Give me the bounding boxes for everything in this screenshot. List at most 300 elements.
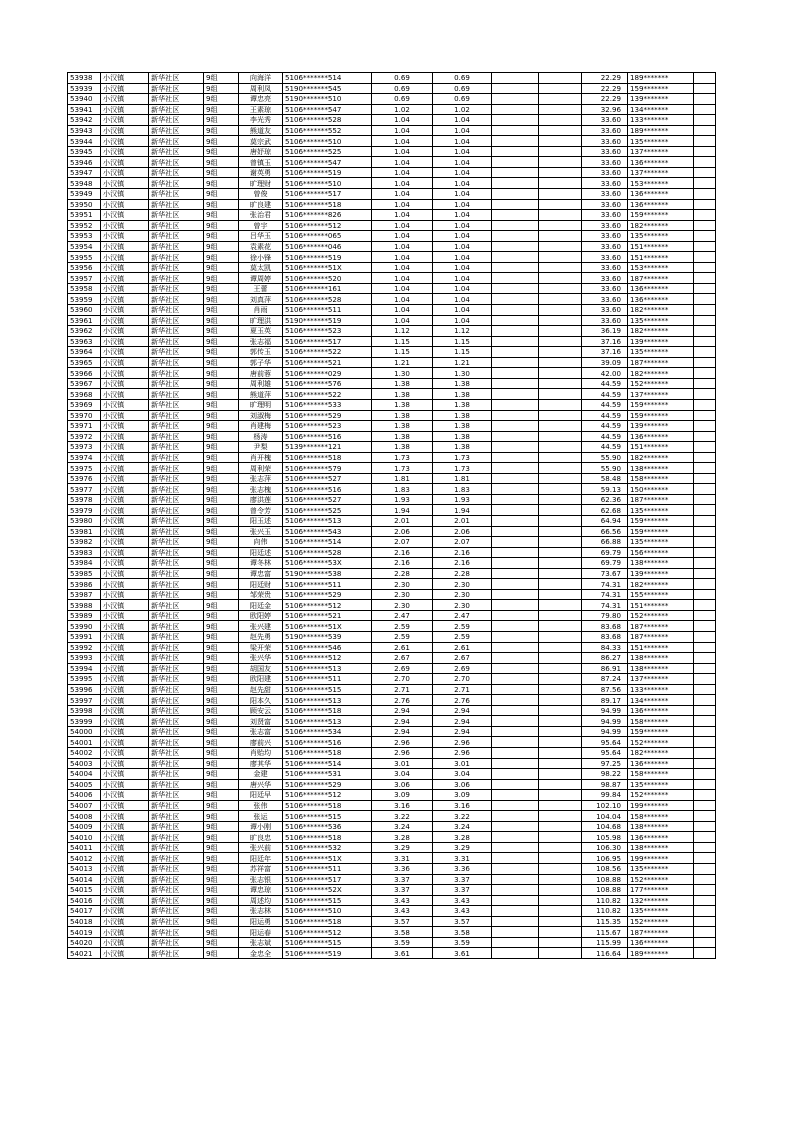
row-number: 53962 <box>68 326 101 337</box>
blank-cell <box>539 473 582 484</box>
name-cell: 向伟 <box>239 537 283 548</box>
row-number: 53942 <box>68 115 101 126</box>
blank-cell <box>539 410 582 421</box>
group-cell: 9组 <box>204 695 239 706</box>
id-number-cell: 5106*******029 <box>283 368 372 379</box>
subsidy-area-cell: 1.04 <box>433 305 492 316</box>
blank-cell <box>492 821 539 832</box>
blank-cell <box>492 262 539 273</box>
id-number-cell: 5106*******525 <box>283 146 372 157</box>
subsidy-area-cell: 2.30 <box>433 579 492 590</box>
blank-cell <box>492 178 539 189</box>
phone-cell: 152******* <box>628 610 694 621</box>
blank-cell <box>539 642 582 653</box>
group-cell: 9组 <box>204 885 239 896</box>
phone-cell: 136******* <box>628 832 694 843</box>
subsidy-area-cell: 1.04 <box>433 199 492 210</box>
group-cell: 9组 <box>204 252 239 263</box>
area-cell: 2.94 <box>372 705 433 716</box>
subsidy-area-cell: 2.47 <box>433 610 492 621</box>
blank-cell <box>492 368 539 379</box>
town-cell: 小汉镇 <box>101 579 149 590</box>
blank-cell <box>539 600 582 611</box>
id-number-cell: 5106*******529 <box>283 410 372 421</box>
blank-cell <box>694 885 716 896</box>
blank-cell <box>694 220 716 231</box>
phone-cell: 138******* <box>628 821 694 832</box>
blank-cell <box>492 378 539 389</box>
table-row <box>68 579 716 590</box>
phone-cell: 135******* <box>628 505 694 516</box>
subsidy-area-cell: 1.38 <box>433 442 492 453</box>
group-cell: 9组 <box>204 463 239 474</box>
subsidy-area-cell: 3.36 <box>433 864 492 875</box>
subsidy-area-cell: 2.94 <box>433 705 492 716</box>
group-cell: 9组 <box>204 579 239 590</box>
group-cell: 9组 <box>204 737 239 748</box>
town-cell: 小汉镇 <box>101 937 149 948</box>
blank-cell <box>492 758 539 769</box>
community-cell: 新华社区 <box>149 210 204 221</box>
subsidy-area-cell: 1.04 <box>433 252 492 263</box>
blank-cell <box>492 220 539 231</box>
phone-cell: 139******* <box>628 336 694 347</box>
blank-cell <box>492 526 539 537</box>
row-number: 53986 <box>68 579 101 590</box>
blank-cell <box>539 864 582 875</box>
town-cell: 小汉镇 <box>101 674 149 685</box>
town-cell: 小汉镇 <box>101 663 149 674</box>
area-cell: 3.58 <box>372 927 433 938</box>
subsidy-area-cell: 2.07 <box>433 537 492 548</box>
name-cell: 阳运勇 <box>239 916 283 927</box>
community-cell: 新华社区 <box>149 663 204 674</box>
area-cell: 2.07 <box>372 537 433 548</box>
table-row <box>68 790 716 801</box>
blank-cell <box>492 716 539 727</box>
blank-cell <box>539 94 582 105</box>
blank-cell <box>539 294 582 305</box>
group-cell: 9组 <box>204 146 239 157</box>
group-cell: 9组 <box>204 600 239 611</box>
group-cell: 9组 <box>204 273 239 284</box>
phone-cell: 156******* <box>628 547 694 558</box>
subsidy-area-cell: 3.09 <box>433 790 492 801</box>
name-cell: 张志林 <box>239 906 283 917</box>
id-number-cell: 5106*******518 <box>283 748 372 759</box>
subsidy-area-cell: 3.29 <box>433 842 492 853</box>
phone-cell: 136******* <box>628 431 694 442</box>
amount-cell: 97.25 <box>582 758 628 769</box>
community-cell: 新华社区 <box>149 241 204 252</box>
amount-cell: 115.35 <box>582 916 628 927</box>
blank-cell <box>539 631 582 642</box>
amount-cell: 89.17 <box>582 695 628 706</box>
blank-cell <box>694 210 716 221</box>
phone-cell: 187******* <box>628 494 694 505</box>
name-cell: 刘淑梅 <box>239 410 283 421</box>
area-cell: 1.04 <box>372 199 433 210</box>
blank-cell <box>694 442 716 453</box>
area-cell: 1.04 <box>372 305 433 316</box>
id-number-cell: 5106*******531 <box>283 769 372 780</box>
name-cell: 廖前兴 <box>239 737 283 748</box>
table-row <box>68 199 716 210</box>
group-cell: 9组 <box>204 431 239 442</box>
phone-cell: 177******* <box>628 885 694 896</box>
blank-cell <box>539 241 582 252</box>
name-cell: 肖建梅 <box>239 421 283 432</box>
name-cell: 周利荣 <box>239 463 283 474</box>
subsidy-area-cell: 1.04 <box>433 294 492 305</box>
row-number: 53974 <box>68 452 101 463</box>
community-cell: 新华社区 <box>149 494 204 505</box>
amount-cell: 62.68 <box>582 505 628 516</box>
name-cell: 张兴华 <box>239 653 283 664</box>
subsidy-area-cell: 1.73 <box>433 452 492 463</box>
id-number-cell: 5190*******538 <box>283 568 372 579</box>
blank-cell <box>539 842 582 853</box>
community-cell: 新华社区 <box>149 220 204 231</box>
area-cell: 2.59 <box>372 621 433 632</box>
id-number-cell: 5106*******546 <box>283 642 372 653</box>
id-number-cell: 5106*******53X <box>283 558 372 569</box>
subsidy-area-cell: 1.38 <box>433 431 492 442</box>
community-cell: 新华社区 <box>149 916 204 927</box>
name-cell: 赵先甜 <box>239 684 283 695</box>
phone-cell: 132******* <box>628 895 694 906</box>
table-row <box>68 705 716 716</box>
blank-cell <box>694 73 716 84</box>
phone-cell: 134******* <box>628 695 694 706</box>
group-cell: 9组 <box>204 442 239 453</box>
town-cell: 小汉镇 <box>101 874 149 885</box>
name-cell: 袁素花 <box>239 241 283 252</box>
id-number-cell: 5106*******523 <box>283 421 372 432</box>
town-cell: 小汉镇 <box>101 73 149 84</box>
table-row <box>68 547 716 558</box>
subsidy-area-cell: 1.83 <box>433 484 492 495</box>
amount-cell: 83.68 <box>582 621 628 632</box>
table-row <box>68 305 716 316</box>
town-cell: 小汉镇 <box>101 273 149 284</box>
table-row <box>68 927 716 938</box>
town-cell: 小汉镇 <box>101 558 149 569</box>
name-cell: 徐小锋 <box>239 252 283 263</box>
community-cell: 新华社区 <box>149 421 204 432</box>
subsidy-area-cell: 1.04 <box>433 241 492 252</box>
blank-cell <box>492 505 539 516</box>
blank-cell <box>694 115 716 126</box>
name-cell: 唐妤琼 <box>239 146 283 157</box>
subsidy-area-cell: 1.15 <box>433 336 492 347</box>
id-number-cell: 5190*******510 <box>283 94 372 105</box>
blank-cell <box>539 283 582 294</box>
name-cell: 唐兴华 <box>239 779 283 790</box>
blank-cell <box>539 821 582 832</box>
amount-cell: 33.60 <box>582 210 628 221</box>
area-cell: 1.30 <box>372 368 433 379</box>
community-cell: 新华社区 <box>149 800 204 811</box>
blank-cell <box>539 178 582 189</box>
area-cell: 2.47 <box>372 610 433 621</box>
area-cell: 1.21 <box>372 357 433 368</box>
phone-cell: 136******* <box>628 937 694 948</box>
row-number: 53998 <box>68 705 101 716</box>
community-cell: 新华社区 <box>149 94 204 105</box>
blank-cell <box>492 136 539 147</box>
row-number: 53959 <box>68 294 101 305</box>
area-cell: 0.69 <box>372 83 433 94</box>
row-number: 53975 <box>68 463 101 474</box>
group-cell: 9组 <box>204 73 239 84</box>
blank-cell <box>539 515 582 526</box>
blank-cell <box>694 252 716 263</box>
group-cell: 9组 <box>204 494 239 505</box>
group-cell: 9组 <box>204 790 239 801</box>
area-cell: 2.30 <box>372 589 433 600</box>
blank-cell <box>492 199 539 210</box>
name-cell: 肖开槐 <box>239 452 283 463</box>
name-cell: 廖其华 <box>239 758 283 769</box>
table-row <box>68 83 716 94</box>
id-number-cell: 5106*******536 <box>283 821 372 832</box>
amount-cell: 33.60 <box>582 315 628 326</box>
town-cell: 小汉镇 <box>101 241 149 252</box>
phone-cell: 138******* <box>628 463 694 474</box>
blank-cell <box>694 674 716 685</box>
id-number-cell: 5106*******51X <box>283 853 372 864</box>
town-cell: 小汉镇 <box>101 463 149 474</box>
name-cell: 欧阳建 <box>239 674 283 685</box>
table-row <box>68 716 716 727</box>
blank-cell <box>539 357 582 368</box>
subsidy-area-cell: 1.04 <box>433 231 492 242</box>
blank-cell <box>694 558 716 569</box>
area-cell: 1.38 <box>372 442 433 453</box>
blank-cell <box>694 336 716 347</box>
blank-cell <box>492 885 539 896</box>
amount-cell: 44.59 <box>582 442 628 453</box>
blank-cell <box>492 790 539 801</box>
blank-cell <box>694 273 716 284</box>
blank-cell <box>492 241 539 252</box>
amount-cell: 55.90 <box>582 463 628 474</box>
row-number: 53979 <box>68 505 101 516</box>
id-number-cell: 5106*******065 <box>283 231 372 242</box>
table-row <box>68 347 716 358</box>
id-number-cell: 5106*******527 <box>283 494 372 505</box>
blank-cell <box>492 252 539 263</box>
community-cell: 新华社区 <box>149 547 204 558</box>
table-row <box>68 885 716 896</box>
phone-cell: 139******* <box>628 421 694 432</box>
name-cell: 王蕾 <box>239 283 283 294</box>
town-cell: 小汉镇 <box>101 431 149 442</box>
community-cell: 新华社区 <box>149 336 204 347</box>
subsidy-area-cell: 3.58 <box>433 927 492 938</box>
blank-cell <box>694 874 716 885</box>
subsidy-area-cell: 1.04 <box>433 157 492 168</box>
amount-cell: 44.59 <box>582 431 628 442</box>
name-cell: 张志富 <box>239 726 283 737</box>
community-cell: 新华社区 <box>149 885 204 896</box>
table-row <box>68 167 716 178</box>
area-cell: 1.15 <box>372 347 433 358</box>
group-cell: 9组 <box>204 421 239 432</box>
amount-cell: 115.99 <box>582 937 628 948</box>
amount-cell: 33.60 <box>582 199 628 210</box>
blank-cell <box>694 125 716 136</box>
row-number: 53941 <box>68 104 101 115</box>
blank-cell <box>492 421 539 432</box>
table-row <box>68 726 716 737</box>
name-cell: 阳玉述 <box>239 515 283 526</box>
area-cell: 2.61 <box>372 642 433 653</box>
area-cell: 1.04 <box>372 262 433 273</box>
row-number: 53992 <box>68 642 101 653</box>
town-cell: 小汉镇 <box>101 779 149 790</box>
blank-cell <box>492 769 539 780</box>
subsidy-area-cell: 1.04 <box>433 178 492 189</box>
blank-cell <box>539 494 582 505</box>
blank-cell <box>694 410 716 421</box>
blank-cell <box>694 705 716 716</box>
blank-cell <box>539 948 582 959</box>
town-cell: 小汉镇 <box>101 853 149 864</box>
group-cell: 9组 <box>204 283 239 294</box>
blank-cell <box>694 315 716 326</box>
table-row <box>68 94 716 105</box>
area-cell: 2.67 <box>372 653 433 664</box>
blank-cell <box>694 853 716 864</box>
subsidy-area-cell: 2.76 <box>433 695 492 706</box>
amount-cell: 33.60 <box>582 167 628 178</box>
amount-cell: 22.29 <box>582 73 628 84</box>
blank-cell <box>694 579 716 590</box>
id-number-cell: 5106*******517 <box>283 874 372 885</box>
blank-cell <box>492 610 539 621</box>
phone-cell: 138******* <box>628 663 694 674</box>
blank-cell <box>539 442 582 453</box>
subsidy-area-cell: 3.57 <box>433 916 492 927</box>
blank-cell <box>492 157 539 168</box>
community-cell: 新华社区 <box>149 716 204 727</box>
subsidy-area-cell: 3.37 <box>433 885 492 896</box>
phone-cell: 158******* <box>628 769 694 780</box>
name-cell: 旷良建 <box>239 199 283 210</box>
town-cell: 小汉镇 <box>101 421 149 432</box>
community-cell: 新华社区 <box>149 463 204 474</box>
subsidy-area-cell: 1.38 <box>433 378 492 389</box>
row-number: 54011 <box>68 842 101 853</box>
subsidy-area-cell: 1.04 <box>433 220 492 231</box>
blank-cell <box>694 167 716 178</box>
town-cell: 小汉镇 <box>101 895 149 906</box>
amount-cell: 105.98 <box>582 832 628 843</box>
table-row <box>68 811 716 822</box>
phone-cell: 199******* <box>628 853 694 864</box>
id-number-cell: 5106*******525 <box>283 505 372 516</box>
town-cell: 小汉镇 <box>101 378 149 389</box>
blank-cell <box>492 937 539 948</box>
subsidy-area-cell: 2.70 <box>433 674 492 685</box>
group-cell: 9组 <box>204 452 239 463</box>
town-cell: 小汉镇 <box>101 252 149 263</box>
area-cell: 1.38 <box>372 410 433 421</box>
blank-cell <box>694 231 716 242</box>
phone-cell: 159******* <box>628 515 694 526</box>
id-number-cell: 5190*******519 <box>283 315 372 326</box>
blank-cell <box>492 631 539 642</box>
amount-cell: 87.56 <box>582 684 628 695</box>
name-cell: 苏祥富 <box>239 864 283 875</box>
amount-cell: 37.16 <box>582 336 628 347</box>
blank-cell <box>539 167 582 178</box>
blank-cell <box>492 326 539 337</box>
blank-cell <box>539 378 582 389</box>
phone-cell: 158******* <box>628 473 694 484</box>
area-cell: 3.31 <box>372 853 433 864</box>
row-number: 53982 <box>68 537 101 548</box>
town-cell: 小汉镇 <box>101 948 149 959</box>
community-cell: 新华社区 <box>149 283 204 294</box>
row-number: 53939 <box>68 83 101 94</box>
id-number-cell: 5106*******528 <box>283 115 372 126</box>
name-cell: 莫太凯 <box>239 262 283 273</box>
row-number: 54006 <box>68 790 101 801</box>
area-cell: 3.43 <box>372 895 433 906</box>
row-number: 54018 <box>68 916 101 927</box>
subsidy-area-cell: 2.06 <box>433 526 492 537</box>
community-cell: 新华社区 <box>149 104 204 115</box>
name-cell: 周述均 <box>239 895 283 906</box>
area-cell: 3.29 <box>372 842 433 853</box>
name-cell: 曾俊 <box>239 189 283 200</box>
town-cell: 小汉镇 <box>101 695 149 706</box>
blank-cell <box>492 927 539 938</box>
name-cell: 郭子华 <box>239 357 283 368</box>
table-row <box>68 157 716 168</box>
amount-cell: 95.64 <box>582 748 628 759</box>
town-cell: 小汉镇 <box>101 631 149 642</box>
phone-cell: 136******* <box>628 189 694 200</box>
area-cell: 1.04 <box>372 315 433 326</box>
area-cell: 2.16 <box>372 558 433 569</box>
blank-cell <box>539 610 582 621</box>
table-row <box>68 948 716 959</box>
phone-cell: 139******* <box>628 568 694 579</box>
group-cell: 9组 <box>204 537 239 548</box>
group-cell: 9组 <box>204 874 239 885</box>
id-number-cell: 5106*******528 <box>283 294 372 305</box>
blank-cell <box>539 104 582 115</box>
blank-cell <box>694 484 716 495</box>
blank-cell <box>694 864 716 875</box>
id-number-cell: 5106*******520 <box>283 273 372 284</box>
community-cell: 新华社区 <box>149 294 204 305</box>
amount-cell: 79.80 <box>582 610 628 621</box>
subsidy-area-cell: 2.59 <box>433 631 492 642</box>
amount-cell: 108.88 <box>582 874 628 885</box>
row-number: 54012 <box>68 853 101 864</box>
community-cell: 新华社区 <box>149 326 204 337</box>
town-cell: 小汉镇 <box>101 262 149 273</box>
group-cell: 9组 <box>204 937 239 948</box>
area-cell: 3.06 <box>372 779 433 790</box>
community-cell: 新华社区 <box>149 167 204 178</box>
row-number: 53952 <box>68 220 101 231</box>
